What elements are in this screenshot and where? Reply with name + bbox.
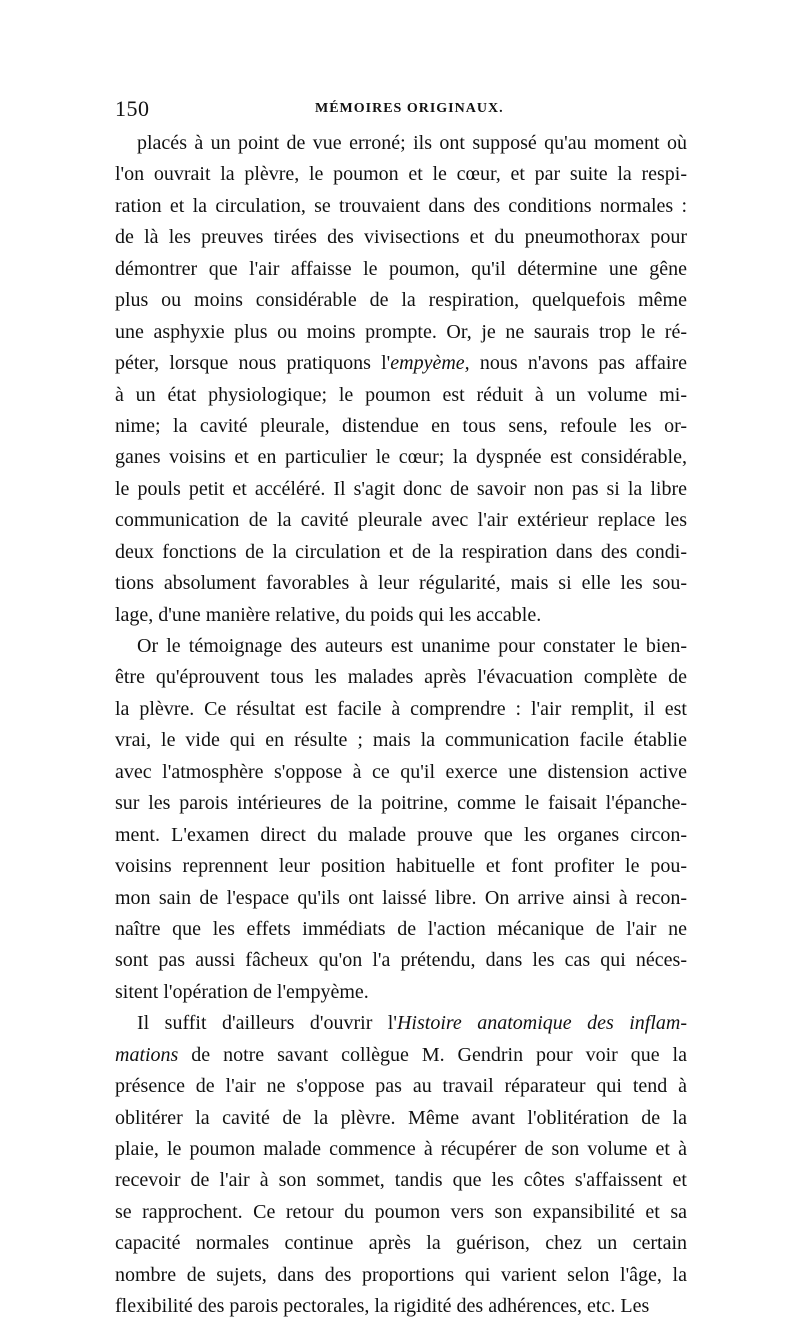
text-segment: être qu'éprouvent tous les malades après l'évacuation complète de: [115, 666, 687, 689]
text-segment: plus ou moins considérable de la respiration, quelquefois même: [115, 289, 687, 312]
text-line: [115, 411, 687, 442]
text-segment: tions absolument favorables à leur régularité, mais si elle les sou-: [115, 572, 687, 595]
text-segment: nous n'avons pas affaire: [469, 352, 687, 375]
text-line: [115, 631, 687, 662]
text-segment: avec l'atmosphère s'oppose à ce qu'il exerce une distension active: [115, 760, 687, 783]
italic-text: empyème,: [390, 352, 470, 375]
text-segment: communication de la cavité pleurale avec l'air extérieur replace les: [115, 509, 687, 532]
text-line: [115, 1134, 687, 1165]
text-segment: placés à un point de vue erroné; ils ont supposé qu'au moment où: [137, 132, 687, 154]
text-segment: démontrer que l'air affaisse le poumon, qu'il détermine une gêne: [115, 257, 687, 280]
text-segment: de là les preuves tirées des vivisections et du pneumothorax pour: [115, 226, 687, 249]
text-line: [115, 1103, 687, 1134]
page-header: [115, 96, 681, 126]
text-segment: vrai, le vide qui en résulte ; mais la communication facile établie: [115, 729, 687, 752]
text-line: [115, 285, 687, 316]
text-segment: péter, lorsque nous pratiquons l': [115, 352, 391, 375]
text-line: [115, 725, 687, 756]
text-line: [115, 568, 687, 599]
text-segment: lage, d'une manière relative, du poids qui les accable.: [115, 603, 542, 626]
text-line: [115, 348, 687, 379]
text-segment: présence de l'air ne s'oppose pas au travail réparateur qui tend à: [115, 1075, 687, 1098]
text-line: [115, 317, 687, 348]
text-line: [115, 128, 687, 159]
text-segment: deux fonctions de la circulation et de la respiration dans des condi-: [115, 540, 687, 563]
text-line: [115, 977, 687, 1008]
text-line: [115, 694, 687, 725]
paragraph: [115, 1008, 687, 1322]
text-line: [115, 191, 687, 222]
body-text: [115, 128, 687, 1323]
text-line: [115, 1291, 687, 1322]
italic-text: mations: [115, 1043, 179, 1066]
paragraph: [115, 128, 687, 631]
text-segment: se rapprochent. Ce retour du poumon vers son expansibilité et sa: [115, 1200, 687, 1223]
text-segment: ment. L'examen direct du malade prouve que les organes circon-: [115, 823, 687, 846]
text-line: [115, 1260, 687, 1291]
text-segment: nombre de sujets, dans des proportions qui varient selon l'âge, la: [115, 1263, 687, 1286]
text-segment: à un état physiologique; le poumon est réduit à un volume mi-: [115, 383, 687, 406]
text-segment: oblitérer la cavité de la plèvre. Même avant l'oblitération de la: [115, 1106, 687, 1129]
text-line: [115, 537, 687, 568]
text-line: [115, 222, 687, 253]
text-segment: Il suffit d'ailleurs d'ouvrir l': [137, 1012, 397, 1035]
text-line: [115, 914, 687, 945]
text-segment: sont pas aussi fâcheux qu'on l'a prétendu, dans les cas qui néces-: [115, 949, 687, 972]
text-line: [115, 757, 687, 788]
text-line: [115, 600, 687, 631]
text-segment: ganes voisins et en particulier le cœur; la dyspnée est considérable,: [115, 446, 687, 469]
paragraph: [115, 631, 687, 1008]
text-segment: capacité normales continue après la guérison, chez un certain: [115, 1232, 687, 1255]
text-line: [115, 159, 687, 190]
text-segment: mon sain de l'espace qu'ils ont laissé libre. On arrive ainsi à recon-: [115, 886, 687, 909]
text-segment: l'on ouvrait la plèvre, le poumon et le cœur, et par suite la respi-: [115, 163, 687, 186]
page-number: 150: [115, 96, 150, 121]
text-segment: sur les parois intérieures de la poitrine, comme le faisait l'épanche-: [115, 792, 687, 815]
text-segment: naître que les effets immédiats de l'action mécanique de l'air ne: [115, 917, 687, 940]
text-line: [115, 945, 687, 976]
text-segment: flexibilité des parois pectorales, la rigidité des adhérences, etc. Les: [115, 1295, 650, 1318]
text-line: [115, 788, 687, 819]
text-line: [115, 820, 687, 851]
text-segment: sitent l'opération de l'empyème.: [115, 980, 369, 1003]
text-line: [115, 1165, 687, 1196]
text-line: [115, 851, 687, 882]
text-segment: voisins reprennent leur position habituelle et font profiter le pou-: [115, 855, 687, 878]
text-segment: recevoir de l'air à son sommet, tandis que les côtes s'affaissent et: [115, 1169, 687, 1192]
text-line: [115, 883, 687, 914]
text-line: [115, 662, 687, 693]
text-segment: plaie, le poumon malade commence à récupérer de son volume et à: [115, 1138, 687, 1160]
text-line: [115, 474, 687, 505]
text-line: [115, 380, 687, 411]
text-line: [115, 1228, 687, 1259]
text-segment: la plèvre. Ce résultat est facile à comprendre : l'air remplit, il est: [115, 697, 687, 720]
text-line: [115, 1197, 687, 1228]
text-segment: ration et la circulation, se trouvaient dans des conditions normales :: [115, 194, 687, 217]
text-segment: une asphyxie plus ou moins prompte. Or, je ne saurais trop le ré-: [115, 320, 687, 343]
running-head: MÉMOIRES ORIGINAUX.: [315, 101, 504, 116]
text-segment: Or le témoignage des auteurs est unanime pour constater le bien-: [137, 635, 687, 657]
text-line: [115, 1071, 687, 1102]
text-segment: de notre savant collègue M. Gendrin pour voir que la: [178, 1043, 687, 1066]
text-line: [115, 442, 687, 473]
text-line: [115, 254, 687, 285]
text-segment: nime; la cavité pleurale, distendue en tous sens, refoule les or-: [115, 414, 687, 437]
text-segment: le pouls petit et accéléré. Il s'agit donc de savoir non pas si la libre: [115, 477, 687, 500]
text-line: [115, 1040, 687, 1071]
text-line: [115, 505, 687, 536]
italic-text: Histoire anatomique des inflam-: [396, 1012, 688, 1035]
text-line: [115, 1008, 687, 1039]
